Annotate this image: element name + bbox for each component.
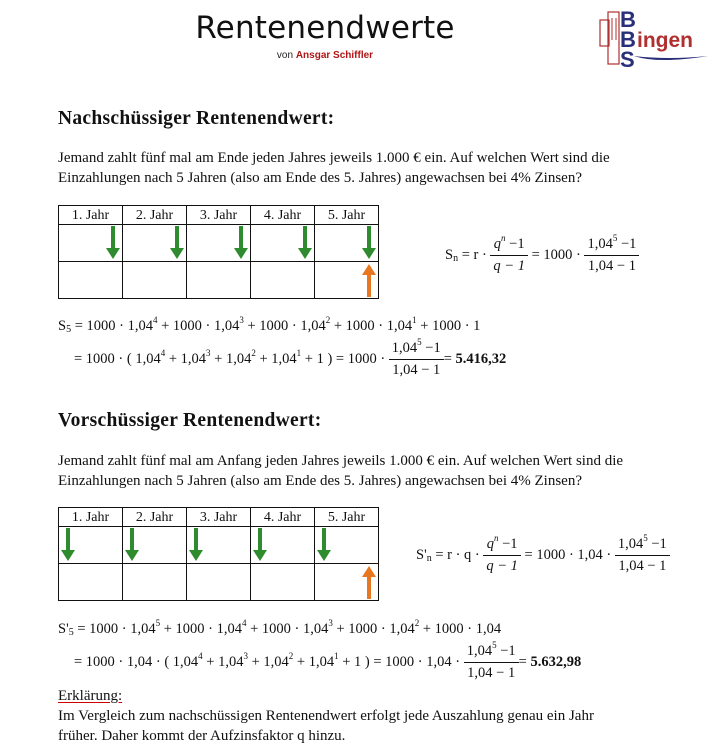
section1-problem [58,148,610,188]
payment-cell [59,225,123,262]
byline [0,50,650,61]
value-cell [187,262,251,299]
arrow-down-icon [234,226,248,260]
section1-problem-line2: Einzahlungen nach 5 Jahren (also am Ende des 5. Jahres) angewachsen bei 4% Zinsen? [58,170,582,186]
year-header: 1. Jahr [59,508,123,527]
section2-problem-line1: Jemand zahlt fünf mal am Anfang jeden Jahres jeweils 1.000 € ein. Auf welchen Wert sind die [58,453,624,469]
logo-graphic [598,6,710,68]
value-cell [315,564,379,601]
payment-cell [59,527,123,564]
value-cell [315,262,379,299]
section2-expansion-line1: $S'_5 = 1000 \cdot 1,04^5 + 1000 \cdot 1,04^4 + 1000 \cdot 1,04^3 + 1000 \cdot 1,04^2 + 1000 \cdot 1,04$ [58,618,502,638]
year-header: 4. Jahr [251,508,315,527]
section2-expansion-line2: = 1000 · 1,04 · ( $1,04^4 + 1,04^3 + 1,04^2 + 1,04^1 + 1$ ) = 1000 · 1,04 · $\frac{1,04^5 -1}{1,04 - 1}$ = 5.632,98 [74,640,582,681]
logo-letter-b2: B [620,27,636,52]
section2-heading: Vorschüssiger Rentenendwert: [58,410,322,431]
section1-heading: Nachschüssiger Rentenendwert: [58,108,335,129]
section2-result: 5.632,98 [530,653,582,670]
arrow-up-icon [362,565,376,599]
fraction: $\frac{1,04^5 -1}{1,04 - 1}$ [615,536,670,575]
payment-cell [251,527,315,564]
year-header: 1. Jahr [59,206,123,225]
explanation-label: Erklärung: [58,688,123,704]
year-header: 5. Jahr [315,206,379,225]
year-header: 4. Jahr [251,206,315,225]
explanation-line1: Im Vergleich zum nachschüssigen Rentenendwert erfolgt jede Auszahlung genau ein Jahr [58,708,594,724]
year-header: 2. Jahr [123,206,187,225]
value-cell [59,564,123,601]
payment-cell [187,225,251,262]
section1-formula: $S_n = r$ · $\frac{q^n -1}{q - 1}$ = 1000 · $\frac{1,04^5 -1}{1,04 - 1}$ [445,236,639,275]
logo-letter-b1: B [620,7,636,32]
value-cell [251,262,315,299]
arrow-down-icon [106,226,120,260]
section2-problem [58,451,623,491]
payment-cell [315,225,379,262]
section1-timeline-table [58,205,379,299]
section1-expansion-line2: = 1000 · ( $1,04^4 + 1,04^3 + 1,04^2 + 1,04^1 + 1$ ) = 1000 · $\frac{1,04^5 -1}{1,04 - 1}$ = 5.416,32 [74,337,507,378]
page-title: Rentenendwerte [195,10,455,46]
arrow-down-icon [189,528,203,562]
year-header: 3. Jahr [187,206,251,225]
payment-cell [315,527,379,564]
arrow-down-icon [253,528,267,562]
arrow-down-icon [170,226,184,260]
section1-problem-line1: Jemand zahlt fünf mal am Ende jeden Jahres jeweils 1.000 € ein. Auf welchen Wert sind die [58,150,610,166]
value-cell [59,262,123,299]
arrow-down-icon [317,528,331,562]
logo-swoosh [634,56,708,60]
section2-timeline-table [58,507,379,601]
value-cell [187,564,251,601]
arrow-down-icon [125,528,139,562]
fraction: $\frac{1,04^5 -1}{1,04 - 1}$ [389,340,444,379]
explanation [58,686,594,746]
payment-cell [123,527,187,564]
year-header: 3. Jahr [187,508,251,527]
value-cell [123,564,187,601]
fraction: $\frac{q^n -1}{q - 1}$ [483,536,521,575]
fraction: $\frac{1,04^5 -1}{1,04 - 1}$ [584,236,639,275]
arrow-up-icon [362,263,376,297]
explanation-line2: früher. Daher kommt der Aufzinsfaktor q hinzu. [58,728,346,744]
payment-cell [251,225,315,262]
logo-tower-large [608,12,619,64]
arrow-down-icon [362,226,376,260]
logo-letter-s: S [620,47,635,68]
arrow-down-icon [61,528,75,562]
byline-prefix: von [276,50,294,61]
bbs-bingen-logo [598,6,710,68]
section1-result: 5.416,32 [455,350,507,367]
payment-cell [187,527,251,564]
value-cell [251,564,315,601]
year-header: 2. Jahr [123,508,187,527]
section2-problem-line2: Einzahlungen nach 5 Jahren (also am Ende des 5. Jahres) angewachsen bei 4% Zinsen? [58,473,582,489]
payment-cell [123,225,187,262]
value-cell [123,262,187,299]
fraction: $\frac{q^n -1}{q - 1}$ [490,236,528,275]
section1-expansion-line1: $S_5 = 1000 \cdot 1,04^4 + 1000 \cdot 1,04^3 + 1000 \cdot 1,04^2 + 1000 \cdot 1,04^1 + 1000 \cdot 1$ [58,315,481,335]
year-header: 5. Jahr [315,508,379,527]
author-name: Ansgar Schiffler [295,50,374,61]
logo-word: ingen [637,29,693,52]
arrow-down-icon [298,226,312,260]
fraction: $\frac{1,04^5 -1}{1,04 - 1}$ [464,643,519,682]
section2-formula: $S'_n = r \cdot q$ · $\frac{q^n -1}{q - 1}$ = 1000 · 1,04 · $\frac{1,04^5 -1}{1,04 - 1}$ [416,536,670,575]
